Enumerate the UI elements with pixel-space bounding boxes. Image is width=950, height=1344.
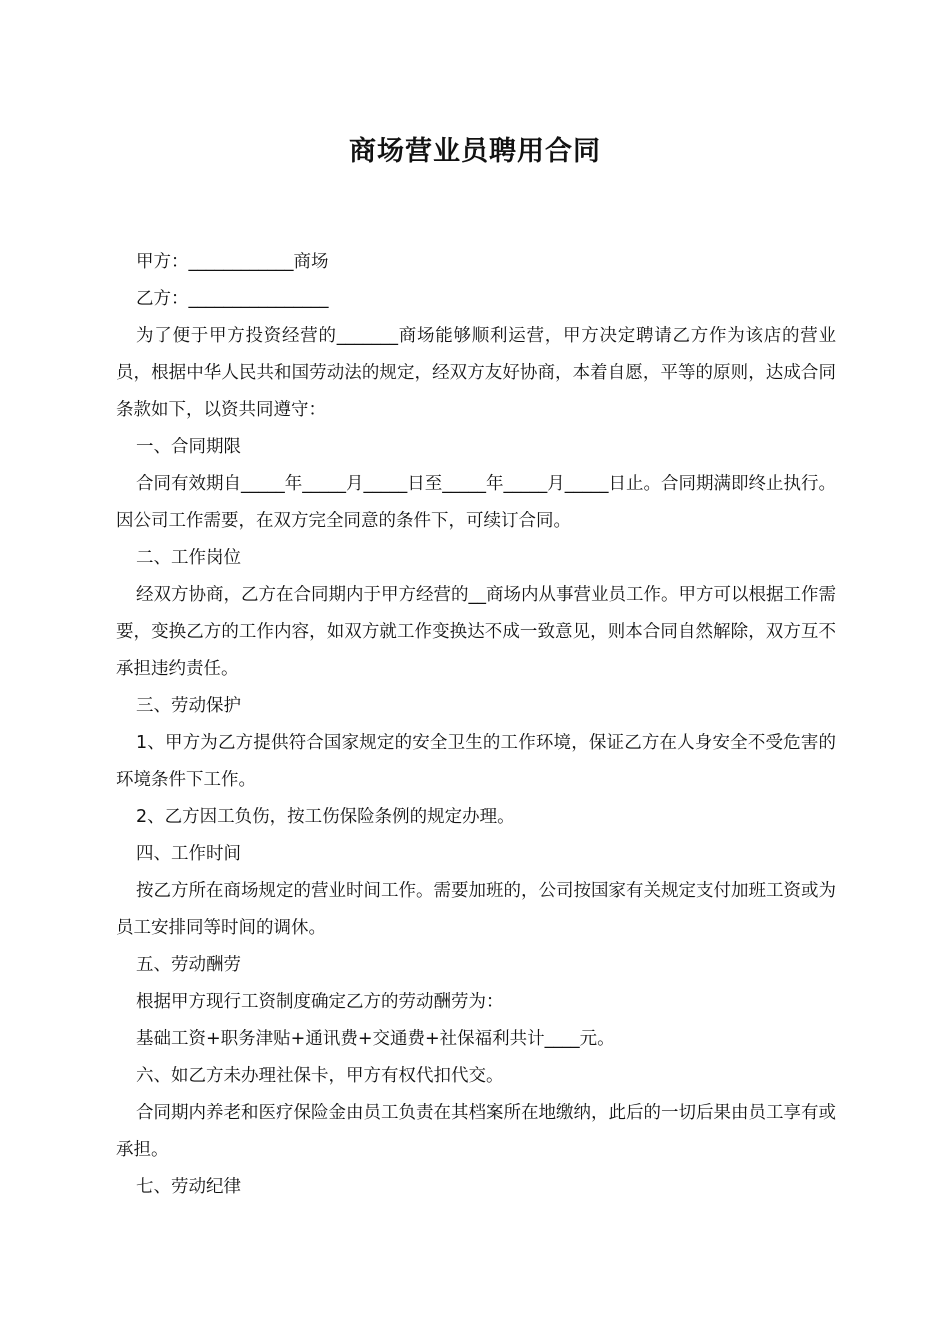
remuneration-intro: 根据甲方现行工资制度确定乙方的劳动酬劳为： [136, 992, 504, 1012]
position-paragraph: 经双方协商，乙方在合同期内于甲方经营的__商场内从事营业员工作。甲方可以根据工作需要，变换乙方的工作内容，如双方就工作变换达不成一致意见，则本合同自然解除，双方互不承担违约责任。 [116, 585, 836, 679]
document-title: 商场营业员聘用合同 [349, 136, 601, 167]
section-heading-discipline: 七、劳动纪律 [136, 1177, 241, 1197]
party-a-line: 甲方：____________商场 [136, 252, 329, 272]
term-paragraph: 合同有效期自_____年_____月_____日至_____年_____月_____日止。合同期满即终止执行。因公司工作需要，在双方完全同意的条件下，可续订合同。 [116, 474, 836, 531]
section-heading-remuneration: 五、劳动酬劳 [136, 955, 241, 975]
party-b-line: 乙方：________________ [136, 289, 329, 309]
protection-item-1: 1、甲方为乙方提供符合国家规定的安全卫生的工作环境，保证乙方在人身安全不受危害的环境条件下工作。 [116, 733, 836, 790]
section-heading-position: 二、工作岗位 [136, 548, 241, 568]
preamble-paragraph: 为了便于甲方投资经营的_______商场能够顺利运营，甲方决定聘请乙方作为该店的营业员，根据中华人民共和国劳动法的规定，经双方友好协商，本着自愿，平等的原则，达成合同条款如下，以资共同遵守： [116, 326, 836, 420]
insurance-paragraph: 合同期内养老和医疗保险金由员工负责在其档案所在地缴纳，此后的一切后果由员工享有或承担。 [116, 1103, 836, 1160]
document-body [116, 244, 836, 1206]
section-heading-hours: 四、工作时间 [136, 844, 241, 864]
section-heading-term: 一、合同期限 [136, 437, 241, 457]
hours-paragraph: 按乙方所在商场规定的营业时间工作。需要加班的，公司按国家有关规定支付加班工资或为员工安排同等时间的调休。 [116, 881, 836, 938]
remuneration-formula: 基础工资+职务津贴+通讯费+交通费+社保福利共计____元。 [136, 1029, 615, 1049]
section-heading-protection: 三、劳动保护 [136, 696, 241, 716]
protection-item-2: 2、乙方因工负伤，按工伤保险条例的规定办理。 [136, 807, 515, 827]
section-heading-social-security: 六、如乙方未办理社保卡，甲方有权代扣代交。 [136, 1066, 504, 1086]
